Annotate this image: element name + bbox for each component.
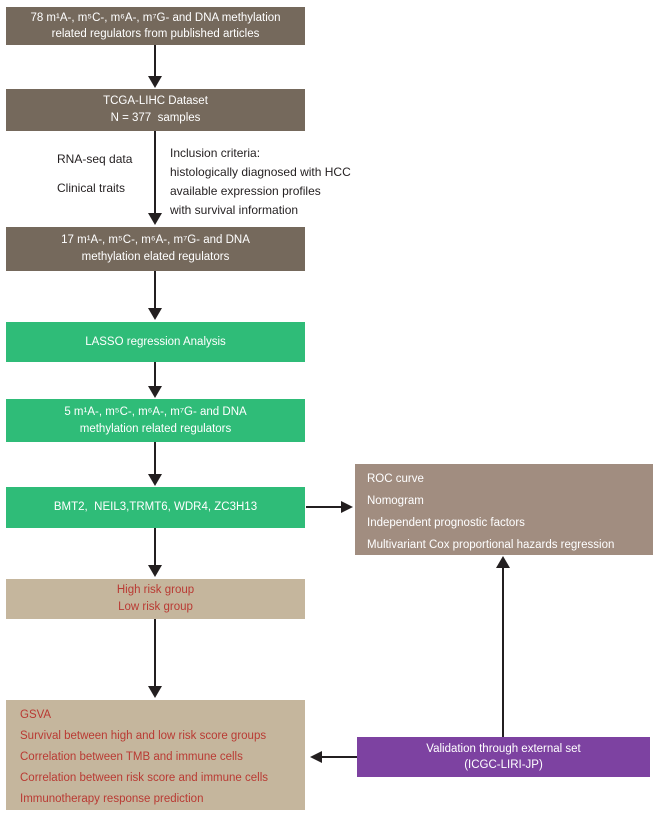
box-tcga-line-2: N = 377 samples xyxy=(110,112,201,124)
arrow-validation-to-prognostic-shaft xyxy=(502,567,504,737)
arrow-risk-to-analyses-shaft xyxy=(154,619,156,687)
box-published-regulators xyxy=(6,7,305,45)
arrow-tcga-to-seventeen-head xyxy=(148,213,162,225)
box-external-validation xyxy=(357,737,650,777)
box-published-line-1: 78 m¹A-, m⁵C-, m⁶A-, m⁷G- and DNA methylation xyxy=(30,12,281,24)
inclusion-criteria-block xyxy=(170,144,351,220)
box-analyses-line-5: Immunotherapy response prediction xyxy=(20,793,204,805)
box-prognostic-line-3: Independent prognostic factors xyxy=(367,517,525,529)
box-prognostic-analyses xyxy=(355,464,653,555)
box-risk-groups xyxy=(6,579,305,619)
arrow-validation-to-prognostic-head xyxy=(496,556,510,568)
arrow-genes-to-risk-head xyxy=(148,565,162,577)
box-tcga-dataset xyxy=(6,89,305,131)
arrow-five-to-genes-shaft xyxy=(154,442,156,475)
box-gene-list-label: BMT2, NEIL3,TRMT6, WDR4, ZC3H13 xyxy=(53,501,258,513)
box-five-regulators xyxy=(6,399,305,442)
arrow-lasso-to-five-head xyxy=(148,386,162,398)
arrow-seventeen-to-lasso-shaft xyxy=(154,271,156,309)
inclusion-line-2: histologically diagnosed with HCC xyxy=(170,165,351,179)
arrow-tcga-to-seventeen-shaft xyxy=(154,131,156,214)
box-seventeen-regulators xyxy=(6,227,305,271)
box-tcga-line-1: TCGA-LIHC Dataset xyxy=(103,95,208,107)
arrow-genes-to-risk-shaft xyxy=(154,528,156,566)
arrow-seventeen-to-lasso-head xyxy=(148,308,162,320)
arrow-risk-to-analyses-head xyxy=(148,686,162,698)
box-analyses-line-3: Correlation between TMB and immune cells xyxy=(20,751,243,763)
box-prognostic-line-2: Nomogram xyxy=(367,495,424,507)
arrow-validation-to-analyses-head xyxy=(310,751,322,763)
arrow-genes-to-prognostic-head xyxy=(341,501,353,513)
box-risk-line-1: High risk group xyxy=(116,584,195,596)
box-five-line-2: methylation related regulators xyxy=(79,422,232,435)
box-risk-line-2: Low risk group xyxy=(118,601,193,613)
arrow-validation-to-analyses-shaft xyxy=(322,756,357,758)
box-seventeen-line-1: 17 m¹A-, m⁵C-, m⁶A-, m⁷G- and DNA xyxy=(61,234,250,246)
box-analyses-line-4: Correlation between risk score and immune cells xyxy=(20,772,268,784)
box-published-line-2: related regulators from published articles xyxy=(51,28,260,40)
inclusion-line-4: with survival information xyxy=(170,203,299,217)
box-downstream-analyses xyxy=(6,700,305,810)
box-analyses-line-2: Survival between high and low risk score groups xyxy=(20,730,267,742)
box-validation-line-2: (ICGC-LIRI-JP) xyxy=(464,759,543,771)
label-rna-seq-data: RNA-seq data xyxy=(57,152,133,166)
box-gene-list xyxy=(6,487,305,528)
box-analyses-line-1: GSVA xyxy=(20,709,52,721)
arrow-genes-to-prognostic-shaft xyxy=(306,506,342,508)
inclusion-line-3: available expression profiles xyxy=(170,184,321,198)
box-prognostic-line-4: Multivariant Cox proportional hazards regression xyxy=(367,539,615,551)
arrow-published-to-tcga-head xyxy=(148,76,162,88)
box-lasso-regression xyxy=(6,322,305,362)
box-five-line-1: 5 m¹A-, m⁵C-, m⁶A-, m⁷G- and DNA xyxy=(64,405,247,418)
arrow-published-to-tcga-shaft xyxy=(154,45,156,77)
arrow-five-to-genes-head xyxy=(148,474,162,486)
box-prognostic-line-1: ROC curve xyxy=(367,473,424,485)
label-clinical-traits: Clinical traits xyxy=(57,181,126,195)
arrow-lasso-to-five-shaft xyxy=(154,362,156,387)
box-seventeen-line-2: methylation elated regulators xyxy=(81,251,230,263)
inclusion-line-1: Inclusion criteria: xyxy=(170,146,261,160)
box-lasso-label: LASSO regression Analysis xyxy=(85,335,226,348)
box-validation-line-1: Validation through external set xyxy=(426,743,581,755)
